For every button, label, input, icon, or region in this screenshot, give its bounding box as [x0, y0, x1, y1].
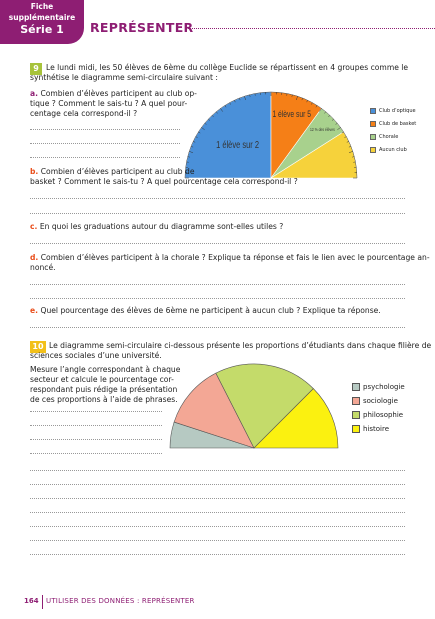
answer-line [30, 327, 405, 328]
legend-label: histoire [363, 425, 390, 433]
sector-annotation: 12 % des élèves [310, 126, 335, 133]
ex10-body-line1: Mesure l’angle correspondant à chaque [30, 365, 181, 374]
answer-line [30, 439, 162, 440]
chart-clubs-semicircle [176, 82, 366, 182]
answer-line [30, 298, 405, 299]
legend-item [352, 422, 405, 436]
question-b-line2: basket ? Comment le sais-tu ? A quel pourcentage cela correspond-il ? [30, 177, 298, 186]
ex9-question-b [30, 167, 195, 177]
question-c-line1: En quoi les graduations autour du diagramme sont-elles utiles ? [39, 222, 284, 231]
question-d-line1: Combien d’élèves participent à la chorale ? Explique ta réponse et fais le lien avec le pourcentage an- [40, 253, 430, 262]
question-letter-a: a. [30, 89, 39, 98]
legend-item [370, 104, 416, 117]
ex9-question-c [30, 222, 283, 232]
legend-swatch [352, 397, 360, 405]
answer-line [30, 425, 162, 426]
answer-line [30, 484, 405, 485]
legend-label: sociologie [363, 397, 398, 405]
ex10-body-line4: de ces proportions à l’aide de phrases. [30, 395, 178, 404]
legend-item [370, 130, 416, 143]
legend-item [352, 394, 405, 408]
chart2-legend [352, 380, 405, 436]
question-letter-e: e. [30, 306, 39, 315]
badge-series: Série 1 [20, 23, 64, 36]
legend-item [370, 143, 416, 156]
question-a-line2: tique ? Comment le sais-tu ? A quel pour- [30, 99, 188, 108]
sector-annotation: 1 élève sur 2 [216, 138, 259, 151]
question-e-line1: Quel pourcentage des élèves de 6ème ne participent à aucun club ? Explique ta réponse. [40, 306, 381, 315]
footer-text: UTILISER DES DONNÉES : REPRÉSENTER [46, 597, 195, 605]
chart1-legend [370, 104, 416, 156]
ex10-body-line3: respondant puis rédige la présentation [30, 385, 178, 394]
sector-annotation: 1 élève sur 5 [272, 109, 312, 120]
legend-swatch [352, 425, 360, 433]
answer-line [30, 498, 405, 499]
legend-item [352, 380, 405, 394]
legend-label: psychologie [363, 383, 405, 391]
legend-label: philosophie [363, 411, 404, 419]
badge-line-supplementaire: supplémentaire [8, 13, 76, 22]
answer-line [30, 453, 162, 454]
legend-label: Club de basket [379, 120, 417, 127]
legend-swatch [370, 147, 376, 153]
ex9-question-d [30, 253, 430, 263]
legend-item [370, 117, 416, 130]
question-a-line3: centage cela correspond-il ? [30, 109, 138, 118]
answer-line [30, 554, 405, 555]
exercise-number-10: 10 [30, 341, 46, 353]
answer-line [30, 129, 180, 130]
legend-item [352, 408, 405, 422]
section-title: REPRÉSENTER [90, 20, 194, 35]
legend-label: Club d’optique [379, 107, 416, 114]
answer-line [30, 198, 405, 199]
answer-line [30, 411, 162, 412]
legend-swatch [370, 108, 376, 114]
answer-line [30, 512, 405, 513]
ex10-body-line2: secteur et calcule le pourcentage cor- [30, 375, 174, 384]
ex9-intro-line1: Le lundi midi, les 50 élèves de 6ème du collège Euclide se répartissent en 4 groupes comme le [46, 63, 409, 72]
question-a-line1: Combien d’élèves participent au club op- [40, 89, 197, 98]
footer-divider [42, 595, 43, 609]
legend-swatch [352, 411, 360, 419]
question-letter-b: b. [30, 167, 39, 176]
chart-sciences-semicircle [168, 360, 344, 452]
legend-label: Chorale [379, 133, 399, 140]
legend-swatch [370, 134, 376, 140]
answer-line [30, 243, 405, 244]
legend-label: Aucun club [379, 146, 407, 153]
ex9-intro-line2: synthétise le diagramme semi-circulaire suivant : [30, 73, 218, 82]
ex9-question-e [30, 306, 381, 316]
answer-line [30, 540, 405, 541]
ex10-intro-line1: Le diagramme semi-circulaire ci-dessous présente les proportions d’étudiants dans chaque filière de [49, 341, 432, 350]
answer-line [30, 213, 405, 214]
exercise-number-9: 9 [30, 63, 42, 75]
worksheet-badge [0, 0, 84, 44]
answer-line [30, 157, 180, 158]
page-number: 164 [24, 597, 39, 605]
question-letter-c: c. [30, 222, 38, 231]
pie-sector-club-d-optique [185, 92, 271, 178]
badge-line-fiche: Fiche [30, 2, 54, 11]
question-letter-d: d. [30, 253, 39, 262]
answer-line [30, 143, 180, 144]
ex10-intro-line2: sciences sociales d’une université. [30, 351, 162, 360]
legend-swatch [370, 121, 376, 127]
legend-swatch [352, 383, 360, 391]
question-d-line2: noncé. [30, 263, 56, 272]
ex9-question-a [30, 89, 197, 99]
question-b-line1: Combien d’élèves participent au club de [40, 167, 195, 176]
header-divider [186, 28, 435, 29]
answer-line [30, 526, 405, 527]
answer-line [30, 470, 405, 471]
answer-line [30, 284, 405, 285]
